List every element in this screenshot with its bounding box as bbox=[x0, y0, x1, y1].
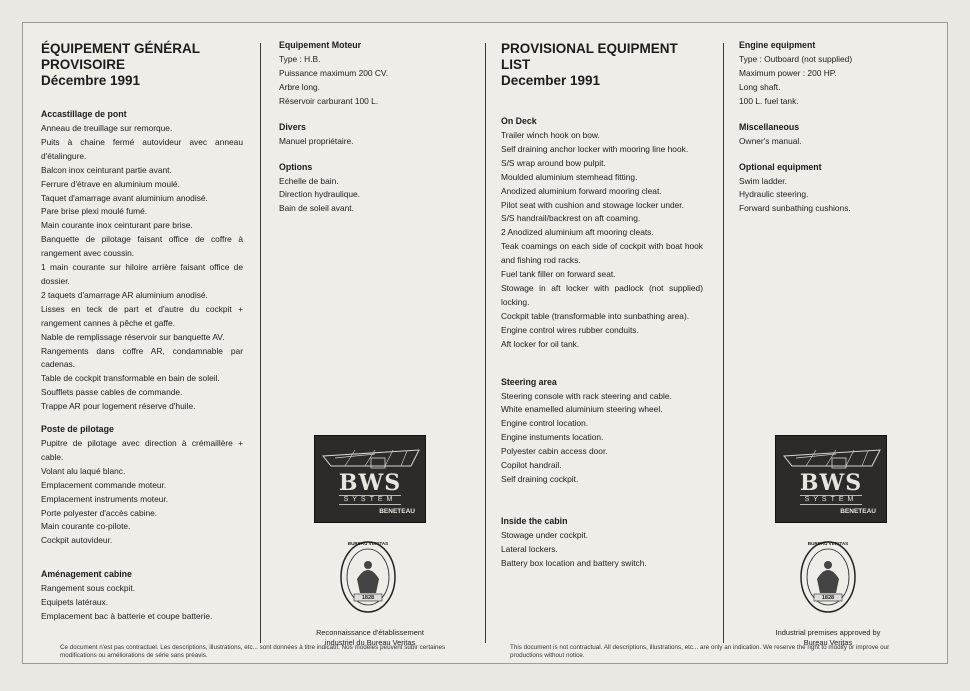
equipment-item: Forward sunbathing cushions. bbox=[739, 203, 851, 214]
equipment-item: Aft locker for oil tank. bbox=[501, 338, 580, 349]
equipment-item: Polyester cabin access door. bbox=[501, 446, 608, 457]
equipment-item: Battery box location and battery switch. bbox=[501, 557, 647, 568]
equipment-section bbox=[279, 121, 469, 149]
equipment-item: 2 Anodized aluminium aft mooring cleats. bbox=[501, 227, 654, 238]
french-logo-caption: Reconnaissance d'établissement industriel du Bureau Veritas bbox=[316, 628, 424, 647]
equipment-item: Trailer winch hook on bow. bbox=[501, 130, 600, 140]
section-heading: Equipement Moteur bbox=[279, 40, 362, 50]
equipment-section bbox=[739, 121, 929, 149]
veritas-seal-icon bbox=[339, 539, 397, 615]
equipment-item: S/S handrail/backrest on aft coaming. bbox=[501, 213, 641, 224]
equipment-item: Type : H.B. bbox=[279, 54, 321, 64]
equipment-section bbox=[41, 108, 243, 414]
brochure-sheet bbox=[22, 22, 948, 664]
seal-year: 1828 bbox=[361, 595, 375, 601]
section-heading: Poste de pilotage bbox=[41, 424, 114, 435]
equipment-item: Moulded aluminium stemhead fitting. bbox=[501, 171, 638, 182]
equipment-item: Engine instuments location. bbox=[501, 432, 604, 443]
equipment-item: 100 L. fuel tank. bbox=[739, 95, 799, 106]
equipment-item: Type : Outboard (not supplied) bbox=[739, 54, 853, 64]
section-heading: Options bbox=[279, 161, 313, 172]
french-footer-note: Ce document n'est pas contractuel. Les descriptions, illustrations, etc... sont données à titre indicatif. Nos modèles peuvent subir certaines modifications ou améliorations de série sans préavis. bbox=[60, 644, 446, 659]
equipment-item: Stowage in aft locker with padlock (not supplied) locking. bbox=[501, 282, 703, 307]
veritas-seal-icon bbox=[799, 539, 857, 615]
logo-brand: BWS bbox=[799, 470, 863, 496]
equipment-item: Direction hydraulique. bbox=[279, 189, 361, 200]
equipment-item: Long shaft. bbox=[739, 81, 781, 92]
bws-system-logo-en bbox=[775, 435, 887, 523]
section-heading: Steering area bbox=[501, 376, 557, 387]
column-divider bbox=[485, 43, 486, 643]
equipment-item: Anneau de treuillage sur remorque. bbox=[41, 123, 173, 133]
equipment-section bbox=[739, 39, 929, 109]
equipment-item: Réservoir carburant 100 L. bbox=[279, 95, 379, 106]
english-sections bbox=[501, 115, 703, 571]
equipment-item: Rangements dans coffre AR, condamnable par cadenas. bbox=[41, 345, 243, 370]
equipment-section bbox=[501, 115, 703, 352]
equipment-item: Nable de remplissage réservoir sur banquette AV. bbox=[41, 331, 225, 342]
equipment-item: Steering console with rack steering and cable. bbox=[501, 390, 672, 401]
equipment-item: Self draining anchor locker with mooring line hook. bbox=[501, 143, 689, 154]
equipment-item: Copilot handrail. bbox=[501, 460, 562, 471]
equipment-item: Stowage under cockpit. bbox=[501, 529, 589, 540]
english-engine-column bbox=[739, 39, 929, 228]
column-divider bbox=[260, 43, 261, 643]
equipment-section bbox=[501, 376, 703, 487]
equipment-item: Engine control wires rubber conduits. bbox=[501, 324, 639, 335]
equipment-item: Swim ladder. bbox=[739, 175, 787, 186]
equipment-section bbox=[279, 161, 469, 217]
equipment-item: Main courante co-pilote. bbox=[41, 521, 131, 532]
equipment-item: Fuel tank filler on forward seat. bbox=[501, 269, 616, 280]
equipment-item: Trappe AR pour logement réserve d'huile. bbox=[41, 401, 196, 412]
logo-maker: BENETEAU bbox=[840, 508, 876, 515]
bureau-veritas-seal bbox=[339, 539, 397, 615]
bws-system-logo bbox=[314, 435, 426, 523]
equipment-item: Pupitre de pilotage avec direction à crémaillère + cable. bbox=[41, 438, 243, 462]
seal-text: BUREAU VERITAS bbox=[807, 541, 849, 546]
equipment-item: 2 taquets d'amarrage AR aluminium anodisé. bbox=[41, 289, 208, 300]
equipment-item: Banquette de pilotage faisant office de coffre à rangement avec coussin. bbox=[41, 234, 243, 259]
equipment-item: Soufflets passe cables de commande. bbox=[41, 387, 183, 398]
equipment-section bbox=[739, 161, 929, 217]
equipment-item: Maximum power : 200 HP. bbox=[739, 67, 837, 78]
section-heading: Inside the cabin bbox=[501, 515, 568, 526]
section-heading: Accastillage de pont bbox=[41, 109, 127, 119]
english-main-column bbox=[501, 39, 703, 580]
french-title: ÉQUIPEMENT GÉNÉRAL PROVISOIRE Décembre 1991 bbox=[41, 41, 201, 88]
equipment-item: Puits à chaine fermé autovideur avec anneau d'étalingure. bbox=[41, 136, 243, 161]
english-side-sections bbox=[739, 39, 929, 216]
section-heading: Miscellaneous bbox=[739, 121, 800, 132]
french-sections bbox=[41, 108, 243, 624]
equipment-item: Emplacement bac à batterie et coupe batterie. bbox=[41, 611, 213, 622]
english-footer-note: This document is not contractual. All descriptions, illustrations, etc... are only an indication. We reserve the right to modify or improve our productions without notice. bbox=[510, 644, 890, 659]
bureau-veritas-seal-en bbox=[799, 539, 857, 615]
equipment-item: Table de cockpit transformable en bain de soleil. bbox=[41, 373, 220, 384]
equipment-item: Rangement sous cockpit. bbox=[41, 583, 136, 594]
equipment-item: Pilot seat with cushion and stowage locker under. bbox=[501, 199, 684, 210]
equipment-item: 1 main courante sur hiloire arrière faisant office de dossier. bbox=[41, 262, 243, 286]
equipment-item: Taquet d'amarrage avant aluminium anodisé. bbox=[41, 192, 208, 203]
equipment-item: Self draining cockpit. bbox=[501, 473, 579, 484]
french-engine-column bbox=[279, 39, 469, 228]
seal-year: 1828 bbox=[821, 595, 835, 601]
section-heading: Divers bbox=[279, 121, 306, 132]
equipment-item: Bain de soleil avant. bbox=[279, 203, 354, 214]
equipment-item: Ferrure d'étrave en aluminium moulé. bbox=[41, 178, 180, 189]
equipment-item: Cockpit autovideur. bbox=[41, 535, 113, 546]
equipment-item: S/S wrap around bow pulpit. bbox=[501, 157, 606, 168]
equipment-item: Equipets latéraux. bbox=[41, 597, 109, 608]
equipment-item: Arbre long. bbox=[279, 81, 320, 92]
equipment-item: Puissance maximum 200 CV. bbox=[279, 67, 389, 78]
equipment-section bbox=[41, 568, 243, 624]
equipment-item: Lisses en teck de part et d'autre du cockpit + rangement cannes à pêche et gaffe. bbox=[41, 303, 243, 328]
section-heading: Optional equipment bbox=[739, 161, 822, 172]
equipment-item: White enamelled aluminium steering wheel. bbox=[501, 404, 663, 415]
equipment-item: Emplacement commande moteur. bbox=[41, 479, 167, 490]
logo-brand: BWS bbox=[338, 470, 402, 496]
equipment-section bbox=[501, 515, 703, 571]
section-heading: Aménagement cabine bbox=[41, 569, 132, 580]
english-title: PROVISIONAL EQUIPMENT LIST December 1991 bbox=[501, 41, 678, 88]
french-main-column bbox=[41, 39, 243, 633]
french-side-sections bbox=[279, 39, 469, 216]
english-logo-caption: Industrial premises approved by Bureau Veritas bbox=[775, 628, 881, 647]
equipment-item: Volant alu laqué blanc. bbox=[41, 465, 126, 476]
equipment-item: Porte polyester d'accès cabine. bbox=[41, 507, 158, 518]
equipment-section bbox=[279, 39, 469, 109]
seal-text: BUREAU VERITAS bbox=[347, 541, 389, 546]
equipment-item: Teak coamings on each side of cockpit with boat hook and fishing rod racks. bbox=[501, 241, 703, 266]
equipment-item: Anodized aluminium forward mooring cleat. bbox=[501, 185, 662, 196]
column-divider bbox=[723, 43, 724, 643]
equipment-item: Echelle de bain. bbox=[279, 175, 339, 186]
equipment-item: Emplacement instruments moteur. bbox=[41, 493, 169, 504]
equipment-section bbox=[41, 423, 243, 548]
equipment-item: Balcon inox ceinturant partie avant. bbox=[41, 164, 172, 175]
equipment-item: Lateral lockers. bbox=[501, 543, 558, 554]
logo-system: SYSTEM bbox=[339, 495, 401, 505]
equipment-item: Owner's manual. bbox=[739, 135, 802, 146]
equipment-item: Cockpit table (transformable into sunbathing area). bbox=[501, 310, 690, 321]
equipment-item: Pare brise plexi moulé fumé. bbox=[41, 206, 148, 217]
equipment-item: Manuel propriétaire. bbox=[279, 135, 354, 146]
logo-system: SYSTEM bbox=[800, 495, 862, 505]
equipment-item: Engine control location. bbox=[501, 418, 589, 429]
equipment-item: Main courante inox ceinturant pare brise. bbox=[41, 220, 193, 231]
logo-maker: BENETEAU bbox=[379, 508, 415, 515]
section-heading: On Deck bbox=[501, 116, 537, 126]
section-heading: Engine equipment bbox=[739, 40, 816, 50]
equipment-item: Hydraulic steering. bbox=[739, 189, 809, 200]
